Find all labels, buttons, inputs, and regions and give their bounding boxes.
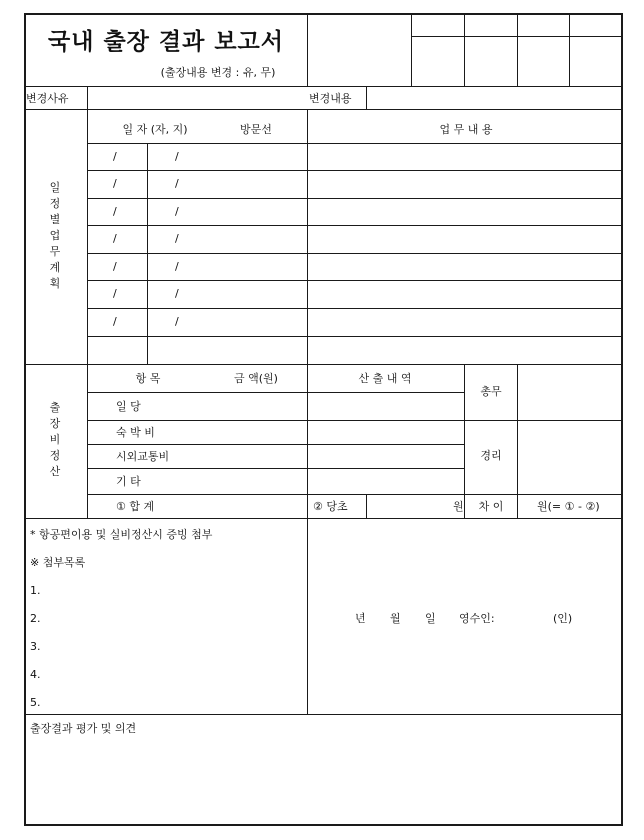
approval-grid-row (411, 36, 622, 37)
settlement-row-line (87, 494, 622, 495)
approval-grid-left (411, 13, 412, 86)
receipt-day: 일 (425, 612, 436, 625)
row-line (24, 86, 623, 87)
attachment-item: 4. (30, 668, 41, 681)
schedule-row-line (87, 225, 622, 226)
border-bottom (24, 824, 623, 826)
schedule-row-line (87, 198, 622, 199)
detail-column-header: 산 출 내 역 (358, 372, 412, 385)
schedule-row-line (87, 170, 622, 171)
settlement-row-line (87, 420, 464, 421)
settlement-section-label: 출 장 비 정 산 (49, 401, 61, 478)
change-status-note: (출장내용 변경 : 유, 무) (160, 66, 276, 79)
section-line (24, 714, 623, 715)
section-label-divider (87, 109, 88, 364)
difference-formula: 원(= ① - ②) (537, 500, 600, 513)
item-column-header: 항 목 (135, 372, 161, 385)
cell-line (366, 86, 367, 109)
place-column-header: 방문선 (240, 123, 272, 136)
other-label: 기 타 (116, 475, 141, 488)
date-slash: / (113, 177, 117, 190)
date-slash: / (175, 260, 179, 273)
general-affairs-label: 총무 (480, 385, 502, 398)
row-line (24, 109, 623, 110)
settlement-row-line (87, 468, 464, 469)
date-slash: / (175, 232, 179, 245)
receipt-year: 년 (355, 612, 366, 625)
difference-label: 차 이 (478, 500, 504, 513)
settlement-row-line (87, 444, 464, 445)
schedule-row-line (87, 280, 622, 281)
page-title: 국내 출장 결과 보고서 (48, 29, 284, 55)
date-column-header: 일 자 (자, 지) (122, 123, 188, 136)
date-slash: / (113, 232, 117, 245)
approval-row-line (464, 420, 622, 421)
attachment-item: 1. (30, 584, 41, 597)
schedule-row-line (87, 336, 622, 337)
seal-mark: (인) (553, 612, 573, 625)
date-slash: / (113, 150, 117, 163)
date-slash: / (113, 205, 117, 218)
schedule-row-line (87, 308, 622, 309)
settlement-row-line (87, 392, 464, 393)
receipt-month: 월 (390, 612, 401, 625)
date-slash: / (175, 150, 179, 163)
approval-grid-line (517, 13, 518, 86)
lodging-label: 숙 박 비 (116, 426, 155, 439)
date-slash: / (175, 287, 179, 300)
total-label: ① 합 계 (116, 500, 155, 513)
attachment-item: 2. (30, 612, 41, 625)
budget-divider (366, 494, 367, 518)
schedule-row-line (87, 143, 622, 144)
approval-grid-line (569, 13, 570, 86)
won-unit: 원 (453, 500, 464, 513)
per-diem-label: 일 당 (116, 400, 141, 413)
schedule-section-label: 일 정 별 업 무 계 획 (49, 181, 61, 290)
section-line (24, 518, 623, 519)
date-slash: / (113, 260, 117, 273)
date-slash: / (175, 205, 179, 218)
border-left (24, 13, 26, 826)
date-slash: / (175, 315, 179, 328)
intercity-transport-label: 시외교통비 (116, 450, 170, 463)
attachment-item: 3. (30, 640, 41, 653)
work-column-divider (307, 109, 308, 364)
attachment-receipt-divider (307, 518, 308, 714)
schedule-row-line (87, 253, 622, 254)
attachment-list-title: ※ 첨부목록 (30, 556, 86, 569)
original-budget-label: ② 당초 (313, 500, 348, 513)
attachment-note: * 항공편이용 및 실비정산시 증빙 첨부 (30, 528, 213, 541)
attachment-item: 5. (30, 696, 41, 709)
receiver-label: 영수인: (459, 612, 495, 625)
change-content-label: 변경내용 (309, 92, 352, 105)
section-line (24, 364, 623, 365)
work-column-header: 업 무 내 용 (439, 123, 493, 136)
amount-column-header: 금 액(원) (234, 372, 278, 385)
date-slash: / (113, 315, 117, 328)
border-top (24, 13, 623, 15)
evaluation-label: 출장결과 평가 및 의견 (30, 722, 137, 735)
accounting-label: 경리 (480, 449, 502, 462)
date-slash: / (175, 177, 179, 190)
header-divider (307, 13, 308, 86)
change-reason-label: 변경사유 (26, 92, 69, 105)
date-slash: / (113, 287, 117, 300)
cell-line (87, 86, 88, 109)
approval-grid-line (464, 13, 465, 86)
